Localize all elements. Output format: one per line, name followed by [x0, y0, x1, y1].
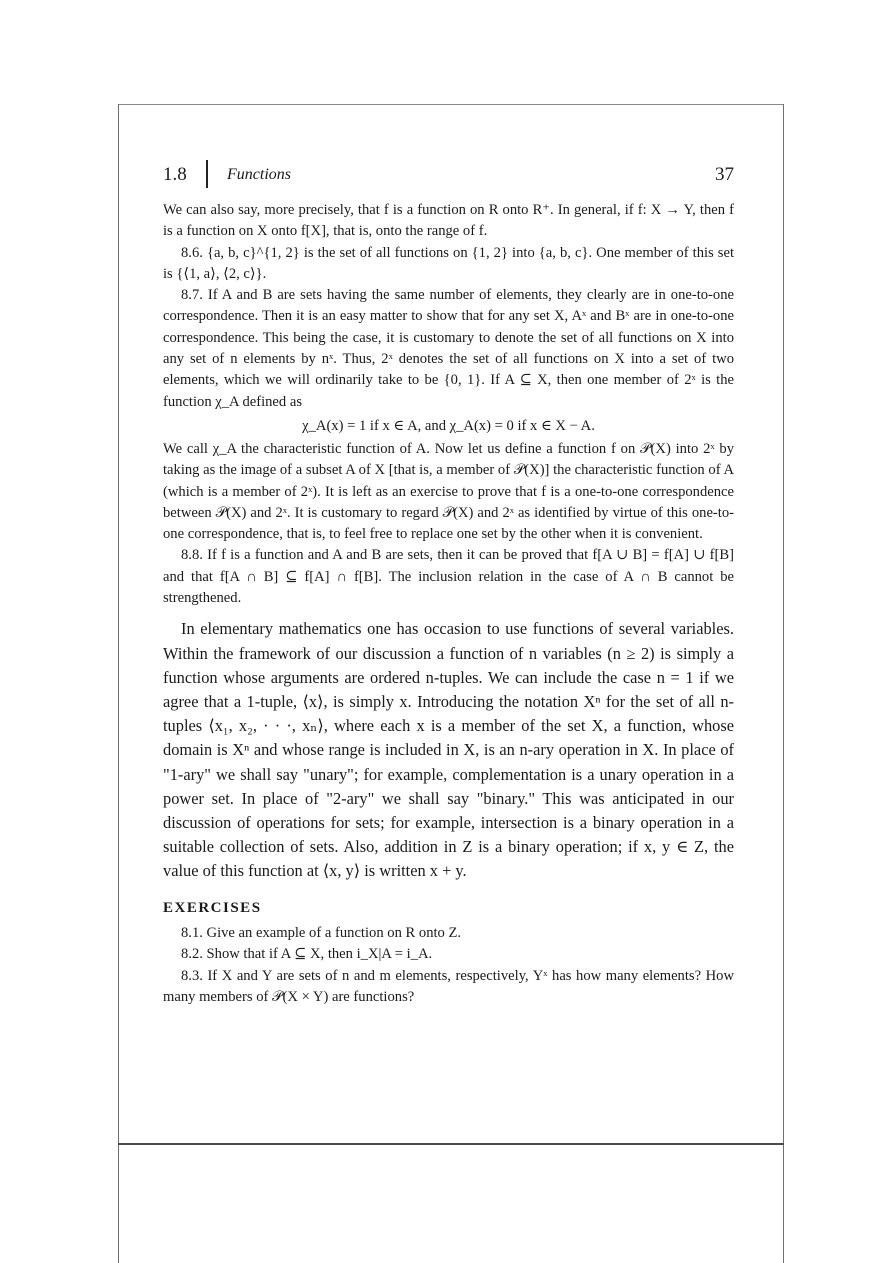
paragraph-8-7: 8.7. If A and B are sets having the same number of elements, they clearly are in one-to-one correspondence. Then it is an easy matter to show that for any set X, Aˣ and Bˣ are in one-to-one correspondence. This being the case, it is customary to denote the set of all functions on X into any set of n elements by nˣ. Thus, 2ˣ denotes the set of all functions on X into a set of two elements, which we will ordinarily take to be {0, 1}. If A ⊆ X, then one member of 2ˣ is the function χ_A defined as	[163, 287, 734, 410]
exercise-8-1: 8.1. Give an example of a function on R onto Z.	[181, 924, 462, 941]
exercise-8-2: 8.2. Show that if A ⊆ X, then i_X|A = i_A.	[181, 946, 433, 963]
paragraph-characteristic-function: We call χ_A the characteristic function of A. Now let us define a function f on 𝒫(X) into 2ˣ by taking as the image of a subset A of X [that is, a member of 𝒫(X)] the characteristic function of A (which is a member of 2ˣ). It is left as an exercise to prove that f is a one-to-one correspondence between 𝒫(X) and 2ˣ. It is customary to regard 𝒫(X) and 2ˣ as identified by virtue of this one-to-one correspondence, that is, to feel free to replace one set by the other when it is convenient.	[163, 440, 734, 543]
section-number: 1.8	[163, 164, 187, 185]
section-title: Functions	[227, 166, 291, 183]
page-frame-left	[118, 104, 119, 1263]
exercise-8-3: 8.3. If X and Y are sets of n and m elements, respectively, Yˣ has how many elements? How many members of 𝒫(X × Y) are functions?	[163, 967, 734, 1005]
display-formula: χ_A(x) = 1 if x ∈ A, and χ_A(x) = 0 if x ∈ X − A.	[302, 417, 595, 434]
paragraph-8-8: 8.8. If f is a function and A and B are sets, then it can be proved that f[A ∪ B] = f[A] ∪ f[B] and that f[A ∩ B] ⊆ f[A] ∩ f[B]. The inclusion relation in the case of A ∩ B cannot be strengthened.	[163, 547, 734, 607]
book-page	[163, 160, 734, 1008]
running-header	[163, 160, 734, 200]
paragraph-onto: We can also say, more precisely, that f is a function on R onto R⁺. In general, if f: X → Y, then f is a function on X onto f[X], that is, onto the range of f.	[163, 202, 734, 240]
exercises-heading: EXERCISES	[163, 899, 262, 916]
page-frame-right	[783, 104, 784, 1263]
page-frame-bottom	[118, 1143, 784, 1145]
paragraph-8-6: 8.6. {a, b, c}^{1, 2} is the set of all functions on {1, 2} into {a, b, c}. One member of this set is {⟨1, a⟩, ⟨2, c⟩}.	[163, 244, 734, 282]
header-separator	[206, 160, 208, 188]
paragraph-several-variables: In elementary mathematics one has occasion to use functions of several variables. Within the framework of our discussion a function of n variables (n ≥ 2) is simply a function whose arguments are ordered n-tuples. We can include the case n = 1 if we agree that a 1-tuple, ⟨x⟩, is simply x. Introducing the notation Xⁿ for the set of all n-tuples ⟨x₁, x₂, · · ·, xₙ⟩, where each x is a member of the set X, a function, whose domain is Xⁿ and whose range is included in X, is an n-ary operation in X. In place of "1-ary" we shall say "unary"; for example, complementation is a unary operation in a power set. In place of "2-ary" we shall say "binary." This was anticipated in our discussion of operations for sets; for example, intersection is a binary operation in a suitable collection of sets. Also, addition in Z is a binary operation; if x, y ∈ Z, the value of this function at ⟨x, y⟩ is written x + y.	[163, 619, 734, 881]
page-frame-top	[118, 104, 784, 105]
page-number: 37	[715, 164, 734, 185]
